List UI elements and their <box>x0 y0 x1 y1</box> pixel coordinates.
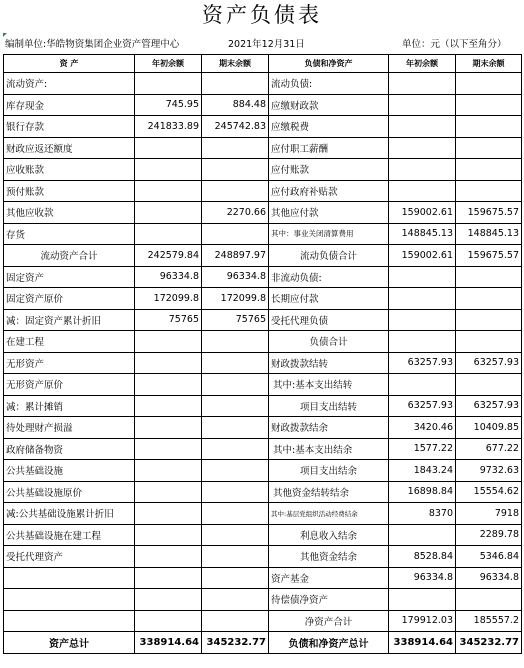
asset-opening-cell: 96334.8 <box>135 266 202 288</box>
liability-closing-cell <box>456 331 522 353</box>
liability-name-cell: 财政拨款结余 <box>269 417 389 439</box>
liability-closing-cell: 5346.84 <box>456 546 522 568</box>
asset-name-cell: 资产总计 <box>4 632 135 654</box>
liability-opening-cell: 159002.61 <box>389 245 456 267</box>
liability-closing-cell: 63257.93 <box>456 395 522 417</box>
asset-name-cell: 公共基础设施 <box>4 460 135 482</box>
cell-comment-marker <box>3 33 7 37</box>
report-meta <box>0 38 524 52</box>
asset-name-cell: 公共基础设施原价 <box>4 481 135 503</box>
asset-name-cell: 受托代理资产 <box>4 546 135 568</box>
header-liabilities: 负债和净资产 <box>269 55 389 73</box>
asset-name-cell: 财政应返还额度 <box>4 137 135 159</box>
asset-closing-cell <box>202 481 269 503</box>
liability-opening-cell <box>389 309 456 331</box>
liability-opening-cell: 8528.84 <box>389 546 456 568</box>
table-row <box>4 524 522 546</box>
asset-name-cell: 流动资产合计 <box>4 245 135 267</box>
table-row <box>4 94 522 116</box>
liability-name-cell: 流动负债合计 <box>269 245 389 267</box>
liability-name-cell: 其他资金结转结余 <box>269 481 389 503</box>
report-date: 2021年12月31日 <box>228 39 305 50</box>
asset-name-cell: 存货 <box>4 223 135 245</box>
liability-closing-cell: 345232.77 <box>456 632 522 654</box>
liability-name-cell: 其中:基层党组织活动经费结余 <box>269 503 389 525</box>
asset-name-cell: 银行存款 <box>4 116 135 138</box>
liability-closing-cell: 15554.62 <box>456 481 522 503</box>
asset-closing-cell <box>202 524 269 546</box>
asset-closing-cell <box>202 395 269 417</box>
asset-closing-cell: 96334.8 <box>202 266 269 288</box>
table-row <box>4 309 522 331</box>
asset-name-cell <box>4 610 135 632</box>
table-row <box>4 417 522 439</box>
table-header-row <box>4 55 522 73</box>
liability-name-cell: 应付职工薪酬 <box>269 137 389 159</box>
liability-closing-cell: 2289.78 <box>456 524 522 546</box>
currency-unit: 单位：元（以下至角分） <box>402 39 507 50</box>
liability-closing-cell <box>456 374 522 396</box>
asset-name-cell: 减：固定资产累计折旧 <box>4 309 135 331</box>
liability-name-cell: 项目支出结转 <box>269 395 389 417</box>
liability-opening-cell: 63257.93 <box>389 395 456 417</box>
table-row <box>4 116 522 138</box>
liability-opening-cell <box>389 288 456 310</box>
asset-closing-cell <box>202 374 269 396</box>
asset-opening-cell <box>135 546 202 568</box>
asset-opening-cell <box>135 223 202 245</box>
asset-name-cell: 减:公共基础设施累计折旧 <box>4 503 135 525</box>
asset-opening-cell <box>135 202 202 224</box>
liability-name-cell: 利息收入结余 <box>269 524 389 546</box>
asset-name-cell <box>4 589 135 611</box>
asset-closing-cell <box>202 546 269 568</box>
asset-name-cell: 公共基础设施在建工程 <box>4 524 135 546</box>
liability-closing-cell <box>456 589 522 611</box>
liability-name-cell: 其中:基本支出结转 <box>269 374 389 396</box>
asset-closing-cell: 248897.97 <box>202 245 269 267</box>
table-row <box>4 137 522 159</box>
asset-opening-cell: 338914.64 <box>135 632 202 654</box>
liability-opening-cell: 159002.61 <box>389 202 456 224</box>
table-row <box>4 567 522 589</box>
table-row <box>4 180 522 202</box>
table-row <box>4 503 522 525</box>
liability-closing-cell: 10409.85 <box>456 417 522 439</box>
table-row <box>4 395 522 417</box>
liability-closing-cell: 148845.13 <box>456 223 522 245</box>
asset-name-cell: 在建工程 <box>4 331 135 353</box>
asset-opening-cell <box>135 180 202 202</box>
liability-name-cell: 应缴税费 <box>269 116 389 138</box>
liability-name-cell: 其他资金结余 <box>269 546 389 568</box>
liability-opening-cell: 16898.84 <box>389 481 456 503</box>
table-row <box>4 223 522 245</box>
liability-closing-cell: 159675.57 <box>456 202 522 224</box>
asset-name-cell: 固定资产原价 <box>4 288 135 310</box>
asset-opening-cell <box>135 417 202 439</box>
asset-opening-cell: 75765 <box>135 309 202 331</box>
header-assets-closing: 期末余额 <box>202 55 269 73</box>
asset-closing-cell <box>202 503 269 525</box>
liability-name-cell: 应付账款 <box>269 159 389 181</box>
asset-opening-cell <box>135 567 202 589</box>
liability-name-cell: 负债合计 <box>269 331 389 353</box>
table-row <box>4 438 522 460</box>
asset-opening-cell <box>135 374 202 396</box>
asset-closing-cell <box>202 223 269 245</box>
liability-closing-cell: 677.22 <box>456 438 522 460</box>
liability-closing-cell <box>456 180 522 202</box>
asset-closing-cell: 884.48 <box>202 94 269 116</box>
asset-name-cell: 库存现金 <box>4 94 135 116</box>
liability-opening-cell: 96334.8 <box>389 567 456 589</box>
liability-name-cell: 财政拨款结转 <box>269 352 389 374</box>
liability-name-cell: 其中:基本支出结余 <box>269 438 389 460</box>
asset-opening-cell: 242579.84 <box>135 245 202 267</box>
liability-opening-cell: 179912.03 <box>389 610 456 632</box>
asset-name-cell: 减：累计摊销 <box>4 395 135 417</box>
liability-opening-cell: 1577.22 <box>389 438 456 460</box>
asset-closing-cell <box>202 610 269 632</box>
balance-sheet-table <box>3 54 522 654</box>
asset-closing-cell <box>202 352 269 374</box>
reporting-unit: 编制单位:华皓物资集团企业资产管理中心 <box>5 39 180 50</box>
liability-closing-cell <box>456 116 522 138</box>
asset-opening-cell <box>135 438 202 460</box>
liability-opening-cell <box>389 331 456 353</box>
liability-closing-cell <box>456 73 522 95</box>
asset-name-cell: 固定资产 <box>4 266 135 288</box>
asset-closing-cell: 245742.83 <box>202 116 269 138</box>
asset-opening-cell <box>135 395 202 417</box>
liability-closing-cell <box>456 159 522 181</box>
asset-name-cell <box>4 567 135 589</box>
table-row <box>4 481 522 503</box>
asset-name-cell: 政府储备物资 <box>4 438 135 460</box>
liability-opening-cell: 1843.24 <box>389 460 456 482</box>
asset-opening-cell <box>135 524 202 546</box>
liability-opening-cell <box>389 266 456 288</box>
asset-closing-cell <box>202 589 269 611</box>
liability-closing-cell: 159675.57 <box>456 245 522 267</box>
asset-closing-cell: 2270.66 <box>202 202 269 224</box>
liability-opening-cell: 8370 <box>389 503 456 525</box>
liability-closing-cell <box>456 309 522 331</box>
asset-name-cell: 无形资产 <box>4 352 135 374</box>
page-title: 资产负债表 <box>202 3 322 27</box>
liability-opening-cell <box>389 524 456 546</box>
liability-opening-cell <box>389 116 456 138</box>
asset-closing-cell <box>202 180 269 202</box>
liability-closing-cell: 185557.2 <box>456 610 522 632</box>
header-assets: 资 产 <box>4 55 135 73</box>
liability-closing-cell <box>456 137 522 159</box>
liability-name-cell: 非流动负债: <box>269 266 389 288</box>
liability-name-cell: 受托代理负债 <box>269 309 389 331</box>
header-liabilities-opening: 年初余额 <box>389 55 456 73</box>
liability-closing-cell <box>456 288 522 310</box>
liability-name-cell: 负债和净资产总计 <box>269 632 389 654</box>
table-row <box>4 288 522 310</box>
asset-closing-cell: 75765 <box>202 309 269 331</box>
asset-name-cell: 流动资产: <box>4 73 135 95</box>
asset-opening-cell <box>135 503 202 525</box>
liability-closing-cell: 9732.63 <box>456 460 522 482</box>
asset-closing-cell <box>202 159 269 181</box>
liability-name-cell: 长期应付款 <box>269 288 389 310</box>
liability-name-cell: 应缴财政款 <box>269 94 389 116</box>
liability-opening-cell <box>389 180 456 202</box>
liability-opening-cell <box>389 73 456 95</box>
liability-opening-cell: 338914.64 <box>389 632 456 654</box>
liability-opening-cell <box>389 159 456 181</box>
asset-name-cell: 无形资产原价 <box>4 374 135 396</box>
liability-closing-cell: 96334.8 <box>456 567 522 589</box>
asset-opening-cell <box>135 610 202 632</box>
liability-opening-cell <box>389 374 456 396</box>
asset-opening-cell <box>135 159 202 181</box>
asset-closing-cell <box>202 438 269 460</box>
table-row <box>4 331 522 353</box>
table-row <box>4 352 522 374</box>
liability-name-cell: 其他应付款 <box>269 202 389 224</box>
asset-opening-cell: 745.95 <box>135 94 202 116</box>
header-assets-opening: 年初余额 <box>135 55 202 73</box>
asset-opening-cell <box>135 481 202 503</box>
asset-opening-cell <box>135 460 202 482</box>
asset-closing-cell: 172099.8 <box>202 288 269 310</box>
table-row <box>4 159 522 181</box>
asset-closing-cell <box>202 460 269 482</box>
liability-opening-cell: 148845.13 <box>389 223 456 245</box>
liability-opening-cell <box>389 589 456 611</box>
asset-opening-cell <box>135 352 202 374</box>
table-row <box>4 589 522 611</box>
asset-name-cell: 预付账款 <box>4 180 135 202</box>
table-row <box>4 546 522 568</box>
asset-opening-cell <box>135 589 202 611</box>
asset-name-cell: 应收账款 <box>4 159 135 181</box>
asset-closing-cell: 345232.77 <box>202 632 269 654</box>
liability-name-cell: 应付政府补贴款 <box>269 180 389 202</box>
liability-closing-cell <box>456 94 522 116</box>
liability-name-cell: 待偿债净资产 <box>269 589 389 611</box>
liability-opening-cell: 3420.46 <box>389 417 456 439</box>
asset-opening-cell <box>135 137 202 159</box>
asset-opening-cell <box>135 331 202 353</box>
asset-closing-cell <box>202 331 269 353</box>
liability-name-cell: 项目支出结余 <box>269 460 389 482</box>
total-row <box>4 632 522 654</box>
table-row <box>4 610 522 632</box>
header-liabilities-closing: 期末余额 <box>456 55 522 73</box>
asset-name-cell: 待处理财产损溢 <box>4 417 135 439</box>
table-row <box>4 266 522 288</box>
asset-opening-cell <box>135 73 202 95</box>
liability-closing-cell: 7918 <box>456 503 522 525</box>
liability-name-cell: 流动负债: <box>269 73 389 95</box>
asset-name-cell: 其他应收款 <box>4 202 135 224</box>
liability-closing-cell <box>456 266 522 288</box>
table-row <box>4 460 522 482</box>
liability-opening-cell: 63257.93 <box>389 352 456 374</box>
table-row <box>4 245 522 267</box>
liability-opening-cell <box>389 94 456 116</box>
asset-opening-cell: 172099.8 <box>135 288 202 310</box>
liability-opening-cell <box>389 137 456 159</box>
table-row <box>4 202 522 224</box>
liability-name-cell: 资产基金 <box>269 567 389 589</box>
liability-name-cell: 其中：事业关闭清算费用 <box>269 223 389 245</box>
asset-closing-cell <box>202 137 269 159</box>
asset-closing-cell <box>202 567 269 589</box>
liability-name-cell: 净资产合计 <box>269 610 389 632</box>
table-row <box>4 374 522 396</box>
table-row <box>4 73 522 95</box>
asset-closing-cell <box>202 417 269 439</box>
asset-closing-cell <box>202 73 269 95</box>
asset-opening-cell: 241833.89 <box>135 116 202 138</box>
liability-closing-cell: 63257.93 <box>456 352 522 374</box>
